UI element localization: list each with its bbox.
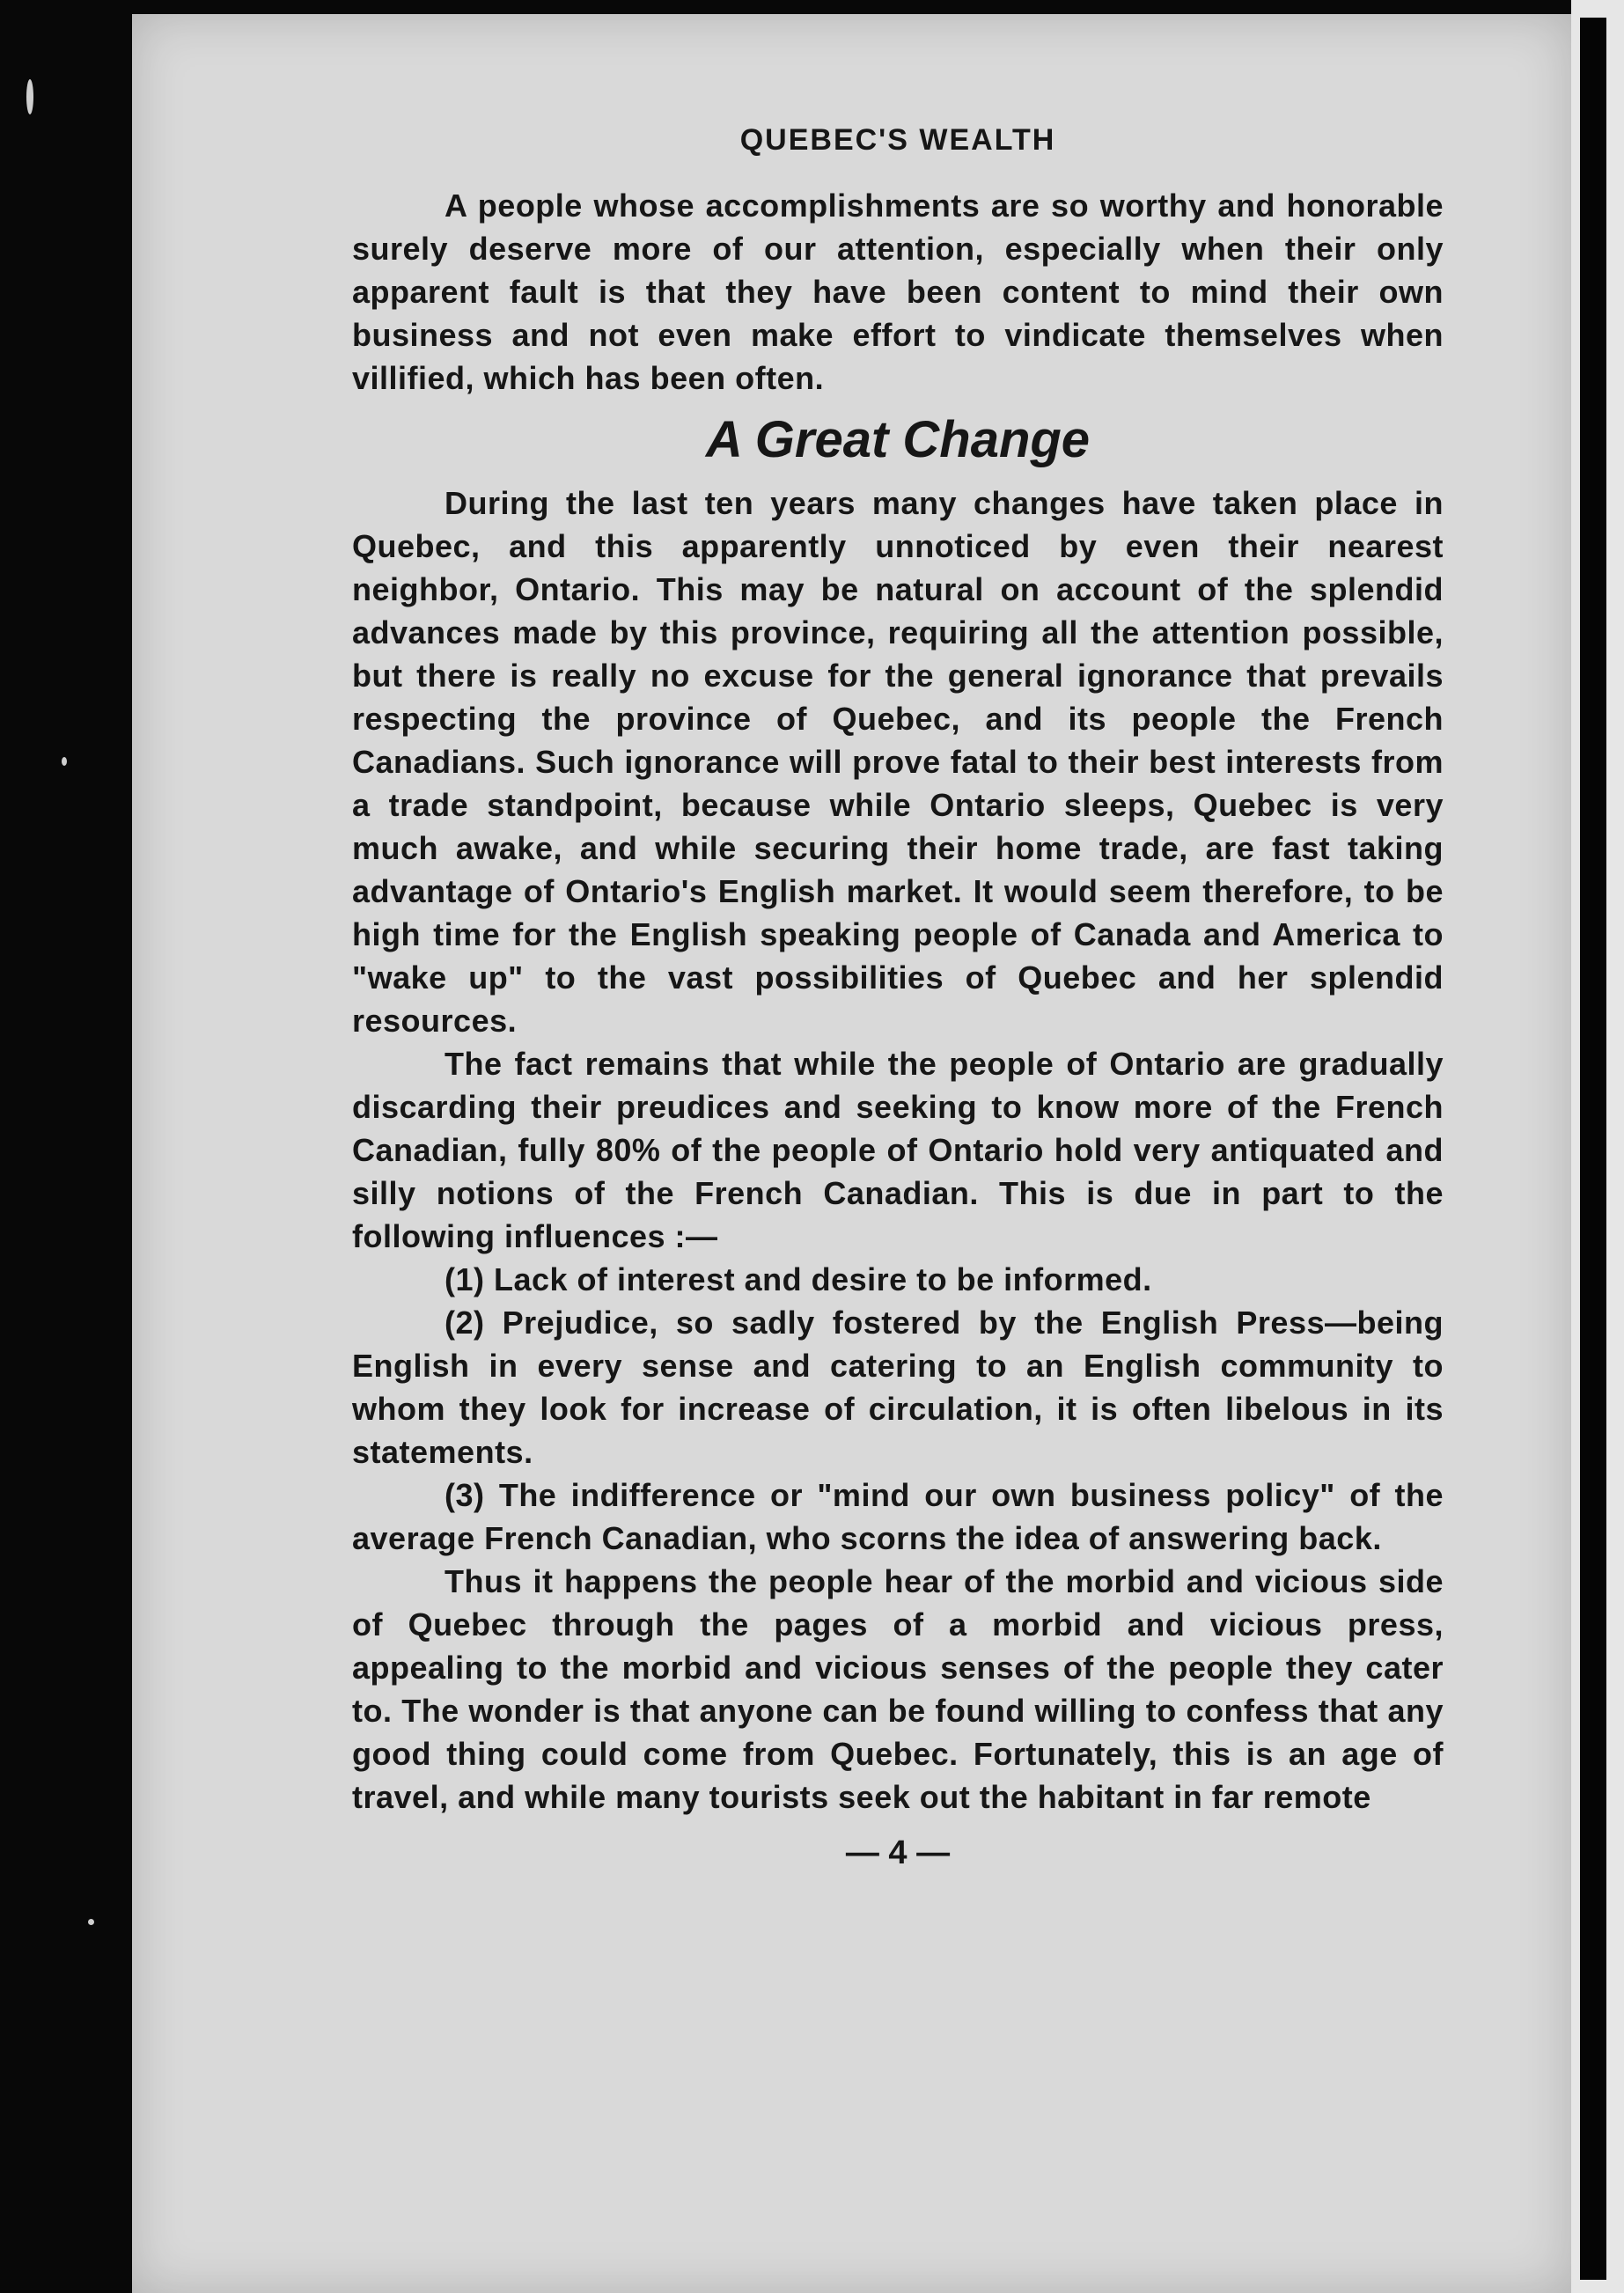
list-item: (3) The indifference or "mind our own business policy" of the average French Canadian, who scorns the idea of answering back. [352,1477,1444,1556]
scan-artifact [62,757,67,766]
list-item: (1) Lack of interest and desire to be informed. [445,1261,1152,1297]
body-paragraph: During the last ten years many changes have taken place in Quebec, and this apparently unnoticed by even their nearest neighbor, Ontario. This may be natural on account of the splendid advances made by this province, requiring all the attention possible, but there is really no excuse for the general ignorance that prevails respecting the province of Quebec, and its people the French Canadians. Such ignorance will prove fatal to their best interests from a trade standpoint, because while Ontario sleeps, Quebec is very much awake, and while securing their home trade, are fast taking advantage of Ontario's English market. It would seem therefore, to be high time for the English speaking people of Canada and America to "wake up" to the vast possibilities of Quebec and her splendid resources. [352,485,1444,1039]
gutter-shadow [1580,18,1606,2280]
list-item: (2) Prejudice, so sadly fostered by the English Press—being English in every sense and catering to an English community to whom they look for increase of circulation, it is often libelous in its statements. [352,1305,1444,1470]
page-text-column [352,106,1444,1872]
intro-paragraph: A people whose accomplishments are so worthy and honorable surely deserve more of our attention, especially when their only apparent fault is that they have been content to mind their own business and not even make effort to vindicate themselves when villified, which has been often. [352,187,1444,396]
facing-page-edge [1571,0,1624,2293]
running-head: QUEBEC'S WEALTH [739,123,1056,157]
section-heading: A Great Change [705,411,1091,468]
scan-artifact [88,1919,94,1925]
body-paragraph: The fact remains that while the people of Ontario are gradually discarding their preudices and seeking to know more of the French Canadian, fully 80% of the people of Ontario hold very antiquated and silly notions of the French Canadian. This is due in part to the following influences :— [352,1046,1444,1254]
body-paragraph: Thus it happens the people hear of the morbid and vicious side of Quebec through the pages of a morbid and vicious press, appealing to the morbid and vicious senses of the people they cater to. The wonder is that anyone can be found willing to confess that any good thing could come from Quebec. Fortunately, this is an age of travel, and while many tourists seek out the habitant in far remote [352,1563,1444,1815]
scan-artifact [26,79,33,114]
page-number: — 4 — [845,1834,951,1871]
